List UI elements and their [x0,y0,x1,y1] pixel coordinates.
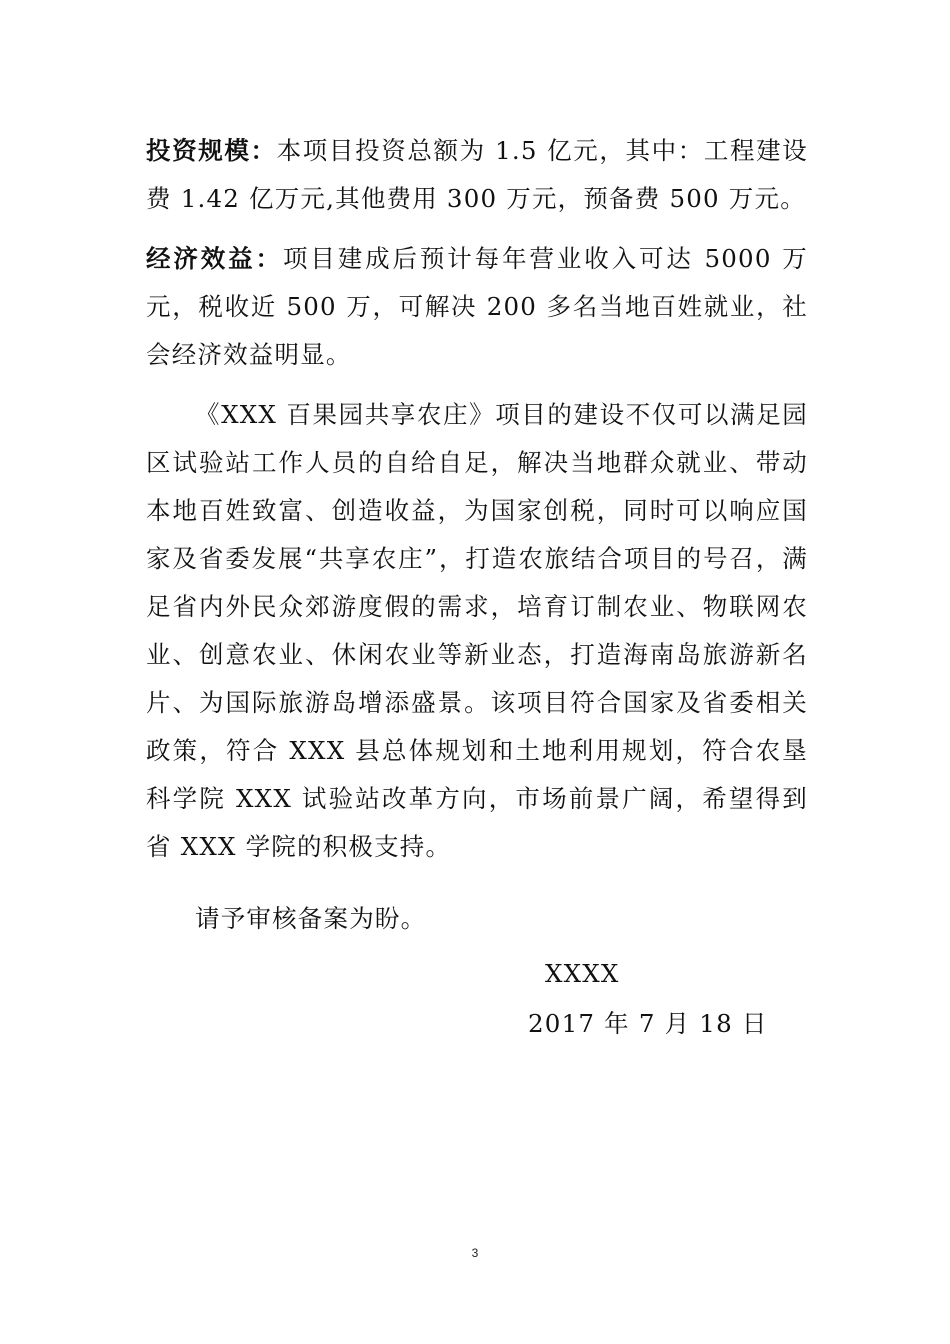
document-body [146,127,808,943]
signature-date: 2017 年 7 月 18 日 [528,1009,768,1038]
benefit-text: 项目建成后预计每年营业收入可达 5000 万元，税收近 500 万，可解决 200 多名当地百姓就业，社会经济效益明显。 [146,244,809,369]
benefit-paragraph [146,235,808,379]
signature: XXXX [545,959,620,988]
investment-label: 投资规模： [146,136,277,165]
summary-paragraph: 《XXX 百果园共享农庄》项目的建设不仅可以满足园区试验站工作人员的自给自足，解决当地群众就业、带动本地百姓致富、创造收益，为国家创税，同时可以响应国家及省委发展“共享农庄”，打造农旅结合项目的号召，满足省内外民众郊游度假的需求，培育订制农业、物联网农业、创意农业、休闲农业等新业态，打造海南岛旅游新名片、为国际旅游岛增添盛景。该项目符合国家及省委相关政策，符合 XXX 县总体规划和土地利用规划，符合农垦科学院 XXX 试验站改革方向，市场前景广阔，希望得到省 XXX 学院的积极支持。 [146,400,808,861]
investment-text: 本项目投资总额为 1.5 亿元，其中：工程建设费 1.42 亿万元,其他费用 300 万元，预备费 500 万元。 [146,136,809,213]
page-number: 3 [471,1246,479,1260]
investment-paragraph [146,127,808,223]
benefit-label: 经济效益： [146,244,283,273]
closing-line: 请予审核备案为盼。 [195,904,427,933]
